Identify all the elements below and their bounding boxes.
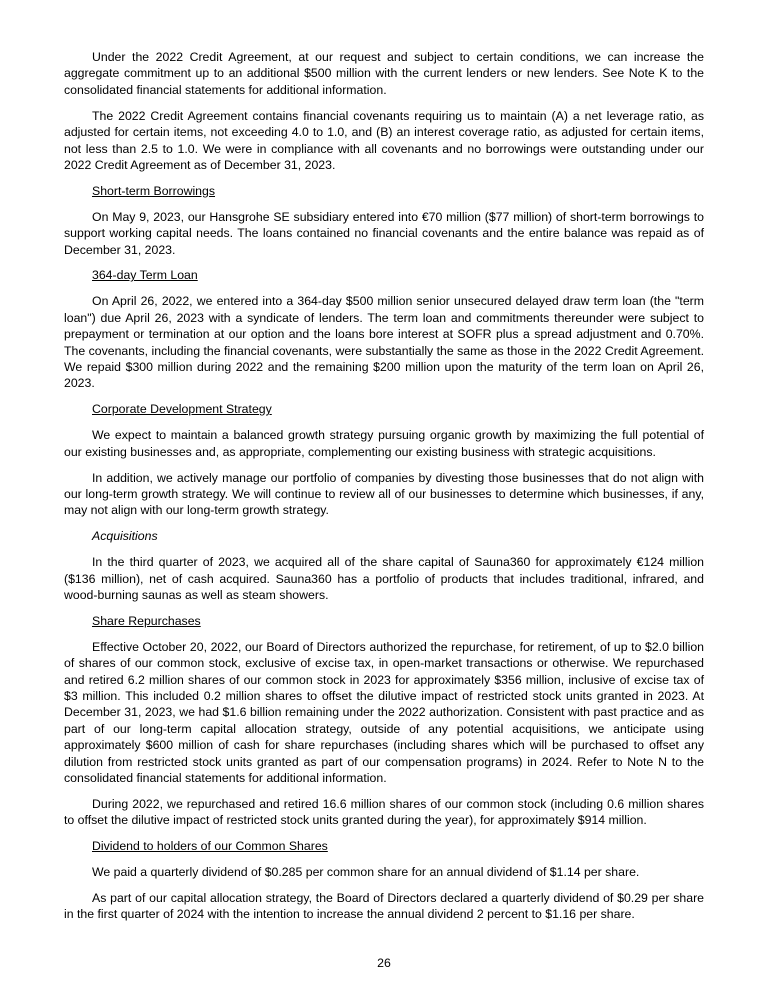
paragraph-dividend-declared: As part of our capital allocation strategy, the Board of Directors declared a quarterly dividend of $0.29 per share in the first quarter of 2024 with the intention to increase the annual dividend 2 percent to $1.16 per share. <box>64 891 704 922</box>
paragraph-credit-agreement-covenants: The 2022 Credit Agreement contains financial covenants requiring us to maintain (A) a net leverage ratio, as adjusted for certain items, not exceeding 4.0 to 1.0, and (B) an interest coverage ratio, as adjusted for certain items, not less than 2.5 to 1.0. We were in compliance with all covenants and no borrowings were outstanding under our 2022 Credit Agreement as of December 31, 2023. <box>64 108 704 172</box>
paragraph-short-term-borrowings: On May 9, 2023, our Hansgrohe SE subsidiary entered into €70 million ($77 million) of short-term borrowings to support working capital needs. The loans contained no financial covenants and the entire balance was repaid as of December 31, 2023. <box>64 209 704 257</box>
heading-text: Dividend to holders of our Common Shares <box>92 839 328 854</box>
paragraph-portfolio: In addition, we actively manage our portfolio of companies by divesting those businesses that do not align with our long-term growth strategy. We will continue to review all of our businesses to determine which businesses, if any, may not align with our long-term growth strategy. <box>64 470 704 518</box>
heading-acquisitions <box>64 528 704 544</box>
paragraph-credit-agreement-increase: Under the 2022 Credit Agreement, at our request and subject to certain conditions, we can increase the aggregate commitment up to an additional $500 million with the current lenders or new lenders. See Note K to the consolidated financial statements for additional information. <box>64 50 704 97</box>
paragraph-share-repurchases-2022: During 2022, we repurchased and retired 16.6 million shares of our common stock (including 0.6 million shares to offset the dilutive impact of restricted stock units granted during the year), for approximately $914 million. <box>64 796 704 828</box>
heading-corporate-development <box>64 401 704 417</box>
heading-term-loan <box>64 267 704 283</box>
heading-text: Share Repurchases <box>92 613 201 628</box>
heading-short-term-borrowings <box>64 183 704 199</box>
paragraph-dividend-paid: We paid a quarterly dividend of $0.285 per common share for an annual dividend of $1.14 per share. <box>92 865 640 880</box>
heading-text: Acquisitions <box>92 529 158 544</box>
heading-text: 364-day Term Loan <box>92 268 198 283</box>
heading-share-repurchases <box>64 613 704 629</box>
paragraph-term-loan: On April 26, 2022, we entered into a 364-day $500 million senior unsecured delayed draw term loan (the "term loan") due April 26, 2023 with a syndicate of lenders. The term loan and commitments thereunder were subject to prepayment or termination at our option and the loans bore interest at SOFR plus a spread adjustment and 0.70%. The covenants, including the financial covenants, were substantially the same as those in the 2022 Credit Agreement. We repaid $300 million during 2022 and the remaining $200 million upon the maturity of the term loan on April 26, 2023. <box>64 294 704 391</box>
paragraph-share-repurchases-2023: Effective October 20, 2022, our Board of Directors authorized the repurchase, for retirement, of up to $2.0 billion of shares of our common stock, exclusive of excise tax, in open-market transactions or otherwise. We repurchased and retired 6.2 million shares of our common stock in 2023 for approximately $356 million, inclusive of excise tax of $3 million. This included 0.2 million shares to offset the dilutive impact of restricted stock units granted in 2023. At December 31, 2023, we had $1.6 billion remaining under the 2022 authorization. Consistent with past practice and as part of our long-term capital allocation strategy, outside of any potential acquisitions, we anticipate using approximately $600 million of cash for share repurchases (including shares which will be purchased to offset any dilution from restricted stock units granted as part of our compensation programs) in 2024. Refer to Note N to the consolidated financial statements for additional information. <box>64 639 704 786</box>
document-page <box>64 49 704 932</box>
page-number: 26 <box>377 956 391 970</box>
heading-text: Short-term Borrowings <box>92 183 216 198</box>
paragraph-growth-strategy: We expect to maintain a balanced growth strategy pursuing organic growth by maximizing the full potential of our existing businesses and, as appropriate, complementing our existing business with strategic acquisitions. <box>64 428 704 459</box>
heading-dividend <box>64 838 704 854</box>
paragraph-acquisitions: In the third quarter of 2023, we acquired all of the share capital of Sauna360 for approximately €124 million ($136 million), net of cash acquired. Sauna360 has a portfolio of products that includes traditional, infrared, and wood-burning saunas as well as steam showers. <box>64 555 704 602</box>
heading-text: Corporate Development Strategy <box>92 402 272 417</box>
